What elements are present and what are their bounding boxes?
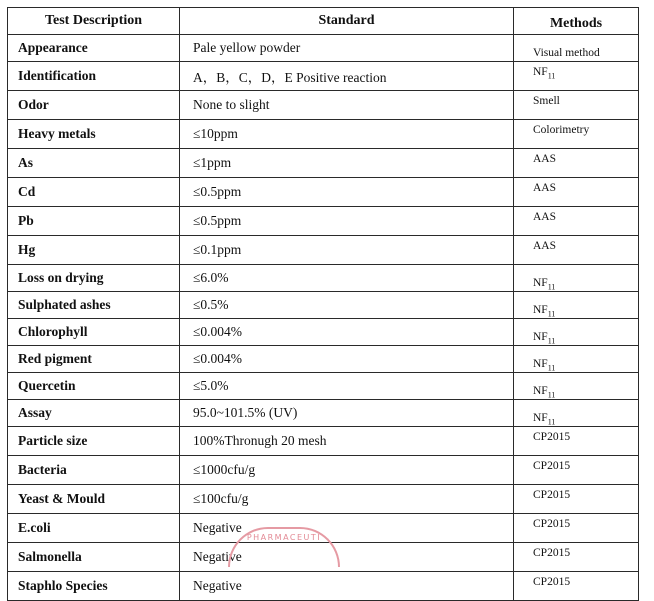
standard-cell: ≤0.5%: [180, 292, 514, 319]
method-cell: [514, 207, 639, 236]
method-cell: [514, 265, 639, 292]
method-cell: [514, 400, 639, 427]
method-text: NF: [533, 358, 548, 370]
method-cell: [514, 319, 639, 346]
test-description-cell: Salmonella: [8, 543, 180, 572]
table-row: [8, 456, 639, 485]
table-row: [8, 178, 639, 207]
test-description-cell: Pb: [8, 207, 180, 236]
method-text: AAS: [533, 211, 557, 223]
table-row: [8, 373, 639, 400]
table-row: [8, 319, 639, 346]
standard-cell: None to slight: [180, 91, 514, 120]
standard-cell: 95.0~101.5% (UV): [180, 400, 514, 427]
standard-cell: ≤1000cfu/g: [180, 456, 514, 485]
method-text: NF: [533, 66, 548, 78]
test-description-cell: Quercetin: [8, 373, 180, 400]
standard-cell: ≤0.004%: [180, 346, 514, 373]
table-row: [8, 35, 639, 62]
test-description-cell: Hg: [8, 236, 180, 265]
test-description-cell: Cd: [8, 178, 180, 207]
test-description-cell: Yeast & Mould: [8, 485, 180, 514]
table-header-row: [8, 8, 639, 35]
table-row: [8, 207, 639, 236]
standard-cell: ≤5.0%: [180, 373, 514, 400]
table-row: [8, 572, 639, 601]
method-text: NF: [533, 412, 548, 424]
stamp-text: PHARMACEUTI: [246, 533, 322, 542]
header-standard: Standard: [180, 8, 514, 35]
method-cell: [514, 373, 639, 400]
standard-cell: ≤0.1ppm: [180, 236, 514, 265]
test-description-cell: As: [8, 149, 180, 178]
test-description-cell: Loss on drying: [8, 265, 180, 292]
method-text: NF: [533, 385, 548, 397]
standard-cell: ≤0.004%: [180, 319, 514, 346]
header-methods: Methods: [514, 8, 639, 35]
method-subscript: 11: [547, 309, 556, 319]
table-row: [8, 292, 639, 319]
table-row: [8, 91, 639, 120]
table-row: [8, 427, 639, 456]
standard-cell: ≤1ppm: [180, 149, 514, 178]
test-description-cell: E.coli: [8, 514, 180, 543]
test-description-cell: Odor: [8, 91, 180, 120]
standard-cell: Negative: [180, 543, 514, 572]
method-subscript: 11: [547, 417, 556, 427]
method-text: NF: [533, 277, 548, 289]
method-cell: [514, 346, 639, 373]
method-cell: [514, 120, 639, 149]
test-description-cell: Sulphated ashes: [8, 292, 180, 319]
method-cell: [514, 543, 639, 572]
test-description-cell: Identification: [8, 62, 180, 91]
standard-cell: ≤0.5ppm: [180, 178, 514, 207]
specification-table: [7, 7, 639, 601]
method-text: Colorimetry: [533, 124, 590, 136]
standard-cell: 100%Thronugh 20 mesh: [180, 427, 514, 456]
method-text: CP2015: [533, 518, 571, 530]
table-row: [8, 346, 639, 373]
method-cell: [514, 292, 639, 319]
table-row: [8, 62, 639, 91]
method-cell: [514, 178, 639, 207]
test-description-cell: Particle size: [8, 427, 180, 456]
header-test-description: Test Description: [8, 8, 180, 35]
method-subscript: 11: [547, 282, 556, 292]
test-description-cell: Staphlo Species: [8, 572, 180, 601]
test-description-cell: Chlorophyll: [8, 319, 180, 346]
method-subscript: 11: [547, 336, 556, 346]
method-cell: [514, 572, 639, 601]
test-description-cell: Assay: [8, 400, 180, 427]
method-text: Smell: [533, 95, 560, 107]
table-body: [8, 35, 639, 601]
method-subscript: 11: [547, 363, 556, 373]
table-row: [8, 485, 639, 514]
method-cell: [514, 91, 639, 120]
method-text: NF: [533, 304, 548, 316]
method-text: CP2015: [533, 576, 571, 588]
method-subscript: 11: [547, 71, 556, 81]
method-cell: [514, 514, 639, 543]
method-cell: [514, 35, 639, 62]
method-text: AAS: [533, 182, 557, 194]
method-text: AAS: [533, 153, 557, 165]
table-row: [8, 236, 639, 265]
method-cell: [514, 149, 639, 178]
table-row: [8, 543, 639, 572]
table-row: [8, 265, 639, 292]
test-description-cell: Appearance: [8, 35, 180, 62]
method-text: CP2015: [533, 460, 571, 472]
test-description-cell: Red pigment: [8, 346, 180, 373]
standard-cell: Negative: [180, 572, 514, 601]
test-description-cell: Heavy metals: [8, 120, 180, 149]
method-text: NF: [533, 331, 548, 343]
table-row: [8, 149, 639, 178]
standard-cell: A，B，C，D，E Positive reaction: [180, 62, 514, 91]
test-description-cell: Bacteria: [8, 456, 180, 485]
method-cell: [514, 62, 639, 91]
table-row: [8, 514, 639, 543]
table-row: [8, 120, 639, 149]
method-cell: [514, 456, 639, 485]
standard-cell: Negative: [180, 514, 514, 543]
method-text: CP2015: [533, 489, 571, 501]
standard-cell: ≤10ppm: [180, 120, 514, 149]
method-text: CP2015: [533, 547, 571, 559]
standard-cell: Pale yellow powder: [180, 35, 514, 62]
table-row: [8, 400, 639, 427]
method-cell: [514, 236, 639, 265]
method-subscript: 11: [547, 390, 556, 400]
standard-cell: ≤6.0%: [180, 265, 514, 292]
standard-cell: ≤100cfu/g: [180, 485, 514, 514]
method-text: AAS: [533, 240, 557, 252]
method-text: Visual method: [533, 47, 600, 59]
method-cell: [514, 485, 639, 514]
method-text: CP2015: [533, 431, 571, 443]
standard-cell: ≤0.5ppm: [180, 207, 514, 236]
method-cell: [514, 427, 639, 456]
